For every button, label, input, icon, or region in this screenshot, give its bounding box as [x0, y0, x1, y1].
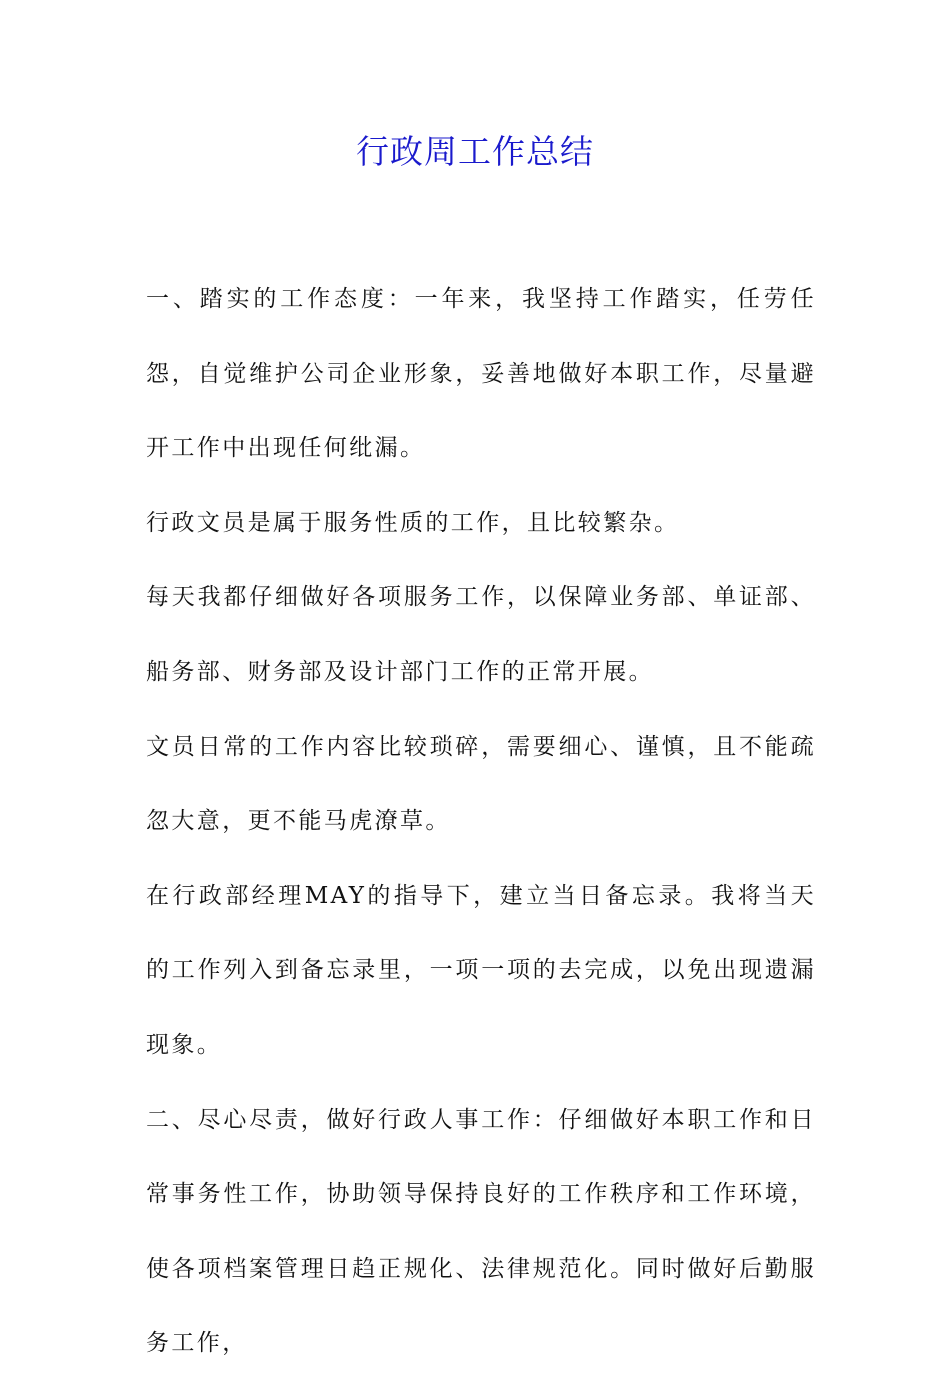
paragraph-admin-hr: 二、尽心尽责，做好行政人事工作：仔细做好本职工作和日常事务性工作，协助领导保持良好的工作秩序和工作环境，使各项档案管理日趋正规化、法律规范化。同时做好后勤服务工作，	[146, 1106, 816, 1357]
paragraph-clerk-role: 行政文员是属于服务性质的工作，且比较繁杂。	[146, 509, 680, 536]
paragraph-daily-service: 每天我都仔细做好各项服务工作，以保障业务部、单证部、船务部、财务部及设计部门工作的正常开展。	[146, 584, 816, 685]
paragraph-work-attitude: 一、踏实的工作态度：一年来，我坚持工作踏实，任劳任怨，自觉维护公司企业形象，妥善地做好本职工作，尽量避开工作中出现任何纰漏。	[146, 286, 816, 462]
document-title: 行政周工作总结	[356, 132, 594, 171]
paragraph-memo: 在行政部经理MAY的指导下，建立当日备忘录。我将当天的工作列入到备忘录里，一项一项的去完成，以免出现遗漏现象。	[146, 882, 816, 1058]
paragraph-work-content: 文员日常的工作内容比较琐碎，需要细心、谨慎，且不能疏忽大意，更不能马虎潦草。	[146, 733, 816, 835]
document-body	[146, 262, 816, 1381]
